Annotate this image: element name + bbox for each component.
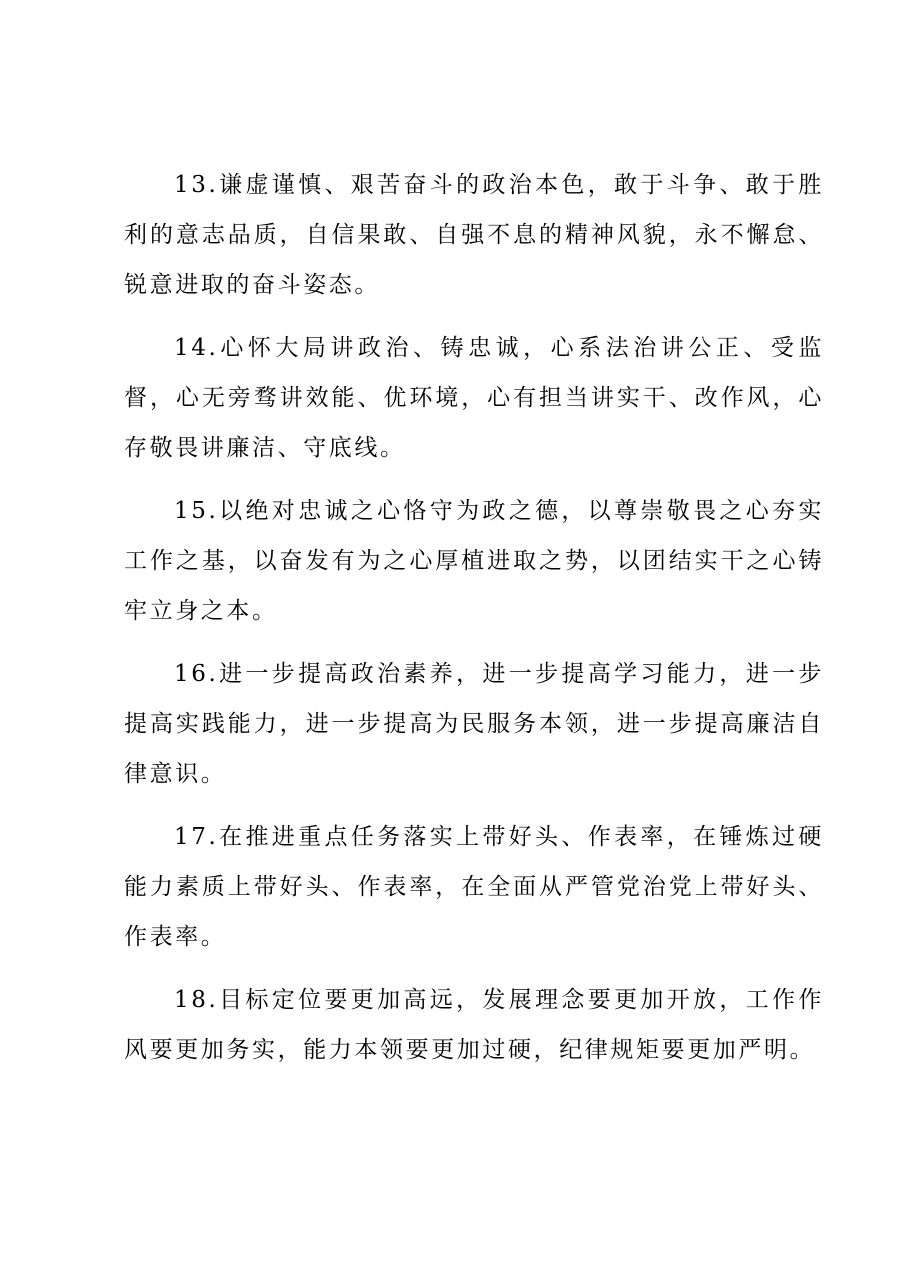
- paragraph-16: [124, 649, 824, 799]
- paragraph-text: 目标定位要更加高远，发展理念要更加开放，工作作风要更加务实，能力本领要更加过硬，纪律规矩要更加严明。: [124, 987, 824, 1063]
- paragraph-text: 谦虚谨慎、艰苦奋斗的政治本色，敢于斗争、敢于胜利的意志品质，自信果敢、自强不息的精神风貌，永不懈怠、锐意进取的奋斗姿态。: [124, 172, 824, 298]
- paragraph-17: [124, 812, 824, 962]
- paragraph-13: [124, 160, 824, 310]
- paragraph-number: 17.: [174, 824, 219, 850]
- paragraph-number: 18.: [174, 987, 219, 1013]
- paragraph-text: 在推进重点任务落实上带好头、作表率，在锤炼过硬能力素质上带好头、作表率，在全面从严管党治党上带好头、作表率。: [124, 824, 824, 950]
- paragraph-15: [124, 486, 824, 636]
- paragraph-number: 13.: [174, 172, 219, 198]
- document-body: [124, 160, 824, 1088]
- paragraph-14: [124, 323, 824, 473]
- paragraph-number: 14.: [174, 335, 219, 361]
- paragraph-text: 进一步提高政治素养，进一步提高学习能力，进一步提高实践能力，进一步提高为民服务本领，进一步提高廉洁自律意识。: [124, 661, 824, 787]
- paragraph-18: [124, 975, 824, 1075]
- paragraph-text: 心怀大局讲政治、铸忠诚，心系法治讲公正、受监督，心无旁骛讲效能、优环境，心有担当讲实干、改作风，心存敬畏讲廉洁、守底线。: [124, 335, 824, 461]
- paragraph-text: 以绝对忠诚之心恪守为政之德，以尊崇敬畏之心夯实工作之基，以奋发有为之心厚植进取之势，以团结实干之心铸牢立身之本。: [124, 498, 824, 624]
- paragraph-number: 16.: [174, 661, 219, 687]
- paragraph-number: 15.: [174, 498, 219, 524]
